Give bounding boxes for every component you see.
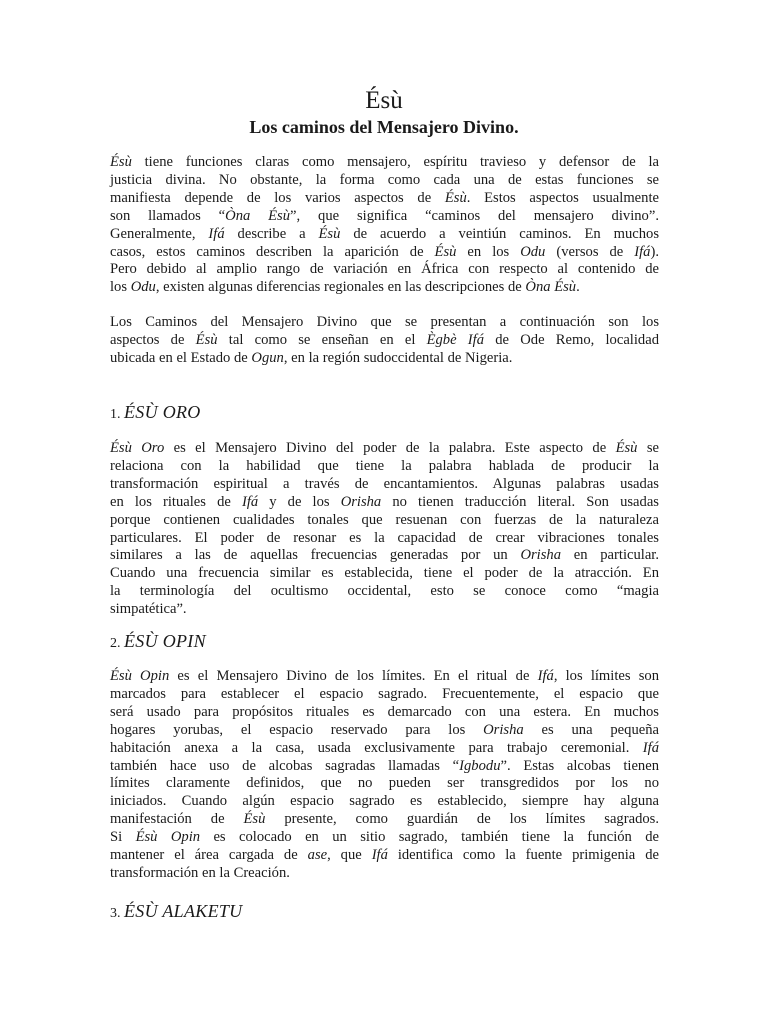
text-line: Generalmente, Ifá describe a Ésù de acuerdo a veintiún caminos. En muchos (110, 225, 660, 242)
document-subtitle: Los caminos del Mensajero Divino. (249, 117, 519, 137)
text-line: son llamados “Òna Ésù”, que significa “caminos del mensajero divino”. (110, 207, 659, 224)
text-line: iniciados. Cuando algún espacio sagrado es establecido, siempre hay alguna (110, 793, 659, 810)
section-heading-3 (110, 900, 242, 925)
text-line: hogares yorubas, el espacio reservado para los Orisha es una pequeña (110, 721, 659, 738)
text-line: casos, estos caminos describen la aparición de Ésù en los Odu (versos de Ifá). (110, 243, 659, 260)
text-line: transformación en la Creación. (110, 864, 290, 881)
text-line: similares a las de aquellas frecuencias generadas por un Orisha en particular. (110, 547, 660, 564)
text-line: Ésù tiene funciones claras como mensajero, espíritu travieso y defensor de la (110, 154, 659, 170)
text-line: simpatética”. (110, 601, 187, 618)
text-line: límites claramente definidos, que no pueden ser transgredidos por los no (110, 775, 659, 792)
section-number: 1. (110, 407, 121, 422)
text-line: Ésù Oro es el Mensajero Divino del poder de la palabra. Este aspecto de Ésù se (110, 440, 660, 456)
second-paragraph (110, 314, 659, 368)
section-name: ÉSÙ OPIN (124, 631, 206, 651)
text-line: Cuando una frecuencia similar es establecida, tiene el poder de la atracción. En (110, 565, 659, 582)
text-line: transformación espiritual a través de encantamientos. Algunas palabras usadas (110, 475, 659, 492)
text-line: manifiesta depende de los varios aspectos de Ésù. Estos aspectos usualmente (110, 189, 659, 206)
section-2-paragraph (110, 668, 659, 883)
text-line: habitación anexa a la casa, usada exclusivamente para trabajo ceremonial. Ifá (110, 739, 659, 756)
text-line: Si Ésù Opin es colocado en un sitio sagrado, también tiene la función de (110, 829, 660, 846)
text-line: aspectos de Ésù tal como se enseñan en el Ègbè Ifá de Ode Remo, localidad (110, 331, 659, 348)
text-line: relaciona con la habilidad que tiene la palabra hablada de producir la (110, 457, 659, 474)
text-line: porque contienen cualidades tonales que resuenan con fuerzas de la naturaleza (110, 511, 659, 528)
text-line: Ésù Opin es el Mensajero Divino de los límites. En el ritual de Ifá, los límites son (110, 668, 659, 684)
document-title: Ésù (365, 87, 403, 114)
text-line: Los Caminos del Mensajero Divino que se presentan a continuación son los (110, 314, 659, 330)
text-line: será usado para propósitos rituales es demarcado con una estera. En muchos (110, 703, 659, 720)
section-name: ÉSÙ ORO (124, 402, 201, 422)
section-1-paragraph (110, 440, 659, 619)
section-number: 2. (110, 636, 121, 651)
section-heading-2 (110, 630, 206, 655)
section-number: 3. (110, 906, 121, 921)
text-line: los Odu, existen algunas diferencias regionales en las descripciones de Òna Ésù. (110, 279, 580, 296)
intro-paragraph (110, 154, 659, 297)
text-line: en los rituales de Ifá y de los Orisha no tienen traducción literal. Son usadas (110, 493, 659, 510)
text-line: también hace uso de alcobas sagradas llamadas “Igbodu”. Estas alcobas tienen (110, 757, 659, 774)
text-line: la terminología del ocultismo occidental, esto se conoce como “magia (110, 583, 659, 600)
text-line: particulares. El poder de resonar es la capacidad de crear vibraciones tonales (110, 529, 659, 546)
text-line: manifestación de Ésù presente, como guardián de los límites sagrados. (110, 811, 659, 828)
text-line: mantener el área cargada de ase, que Ifá identifica como la fuente primigenia de (110, 847, 659, 864)
text-line: Pero debido al amplio rango de variación en África con respecto al contenido de (110, 261, 659, 278)
text-line: marcados para establecer el espacio sagrado. Frecuentemente, el espacio que (110, 685, 659, 702)
section-heading-1 (110, 401, 201, 426)
text-line: ubicada en el Estado de Ogun, en la región sudoccidental de Nigeria. (110, 349, 513, 366)
text-line: justicia divina. No obstante, la forma como cada una de estas funciones se (110, 171, 659, 188)
section-name: ÉSÙ ALAKETU (124, 901, 243, 921)
